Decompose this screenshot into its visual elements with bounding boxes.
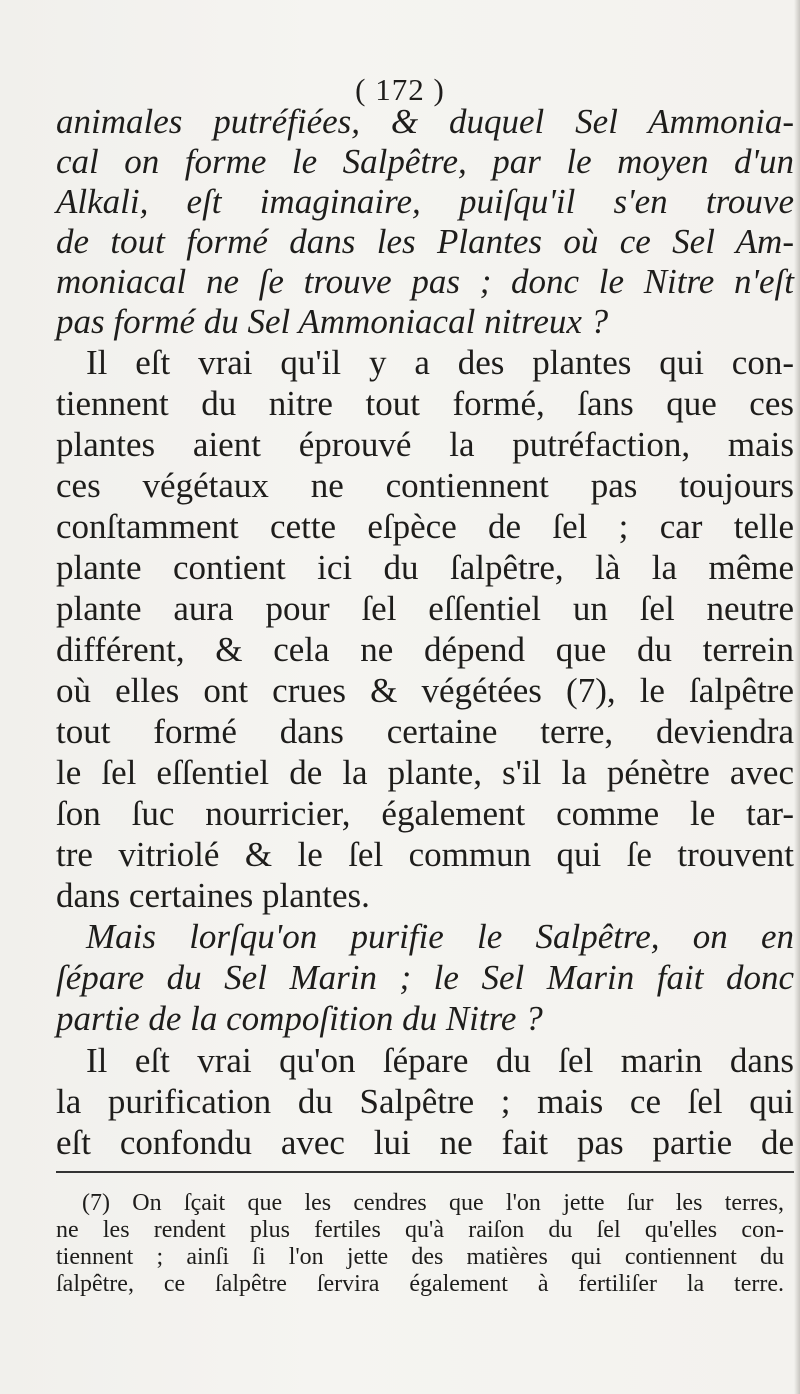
text-line: la purification du Salpêtre ; mais ce ſel qui <box>56 1082 794 1121</box>
text-line: plantes aient éprouvé la putréfaction, mais <box>56 425 794 464</box>
footnote-divider <box>56 1171 794 1173</box>
footnote-line: (7) On ſçait que les cendres que l'on jette ſur les terres, <box>82 1190 784 1216</box>
footnote-line: tiennent ; ainſi ſi l'on jette des matières qui contiennent du <box>56 1244 784 1270</box>
text-line: différent, & cela ne dépend que du terrein <box>56 630 794 669</box>
text-line: cal on forme le Salpêtre, par le moyen d'un <box>56 142 794 181</box>
text-line: le ſel eſſentiel de la plante, s'il la pénètre avec <box>56 753 794 792</box>
text-line: Il eſt vrai qu'il y a des plantes qui con- <box>86 343 794 382</box>
text-line: ces végétaux ne contiennent pas toujours <box>56 466 794 505</box>
text-line: tre vitriolé & le ſel commun qui ſe trouvent <box>56 835 794 874</box>
text-line: Il eſt vrai qu'on ſépare du ſel marin dans <box>86 1041 794 1080</box>
page-edge-shadow <box>794 0 800 1394</box>
text-line: conſtamment cette eſpèce de ſel ; car telle <box>56 507 794 546</box>
text-line: partie de la compoſition du Nitre ? <box>56 999 543 1038</box>
text-line: de tout formé dans les Plantes où ce Sel Am- <box>56 222 794 261</box>
text-line: Mais lorſqu'on purifie le Salpêtre, on en <box>86 917 794 956</box>
page-number: ( 172 ) <box>355 72 445 107</box>
text-line: plante aura pour ſel eſſentiel un ſel neutre <box>56 589 794 628</box>
text-line: animales putréfiées, & duquel Sel Ammonia- <box>56 102 794 141</box>
text-line: tout formé dans certaine terre, deviendra <box>56 712 794 751</box>
text-line: eſt confondu avec lui ne fait pas partie de <box>56 1123 794 1162</box>
text-line: pas formé du Sel Ammoniacal nitreux ? <box>56 302 609 341</box>
text-line: dans certaines plantes. <box>56 876 370 915</box>
text-line: ſépare du Sel Marin ; le Sel Marin fait donc <box>56 958 794 997</box>
text-line: moniacal ne ſe trouve pas ; donc le Nitre n'eſt <box>56 262 794 301</box>
text-line: ſon ſuc nourricier, également comme le tar- <box>56 794 794 833</box>
text-line: tiennent du nitre tout formé, ſans que ces <box>56 384 794 423</box>
footnote-line: ſalpêtre, ce ſalpêtre ſervira également à fertiliſer la terre. <box>56 1271 784 1297</box>
footnote-line: ne les rendent plus fertiles qu'à raiſon du ſel qu'elles con- <box>56 1217 784 1243</box>
text-line: Alkali, eſt imaginaire, puiſqu'il s'en trouve <box>56 182 794 221</box>
text-line: où elles ont crues & végétées (7), le ſalpêtre <box>56 671 794 710</box>
text-line: plante contient ici du ſalpêtre, là la même <box>56 548 794 587</box>
